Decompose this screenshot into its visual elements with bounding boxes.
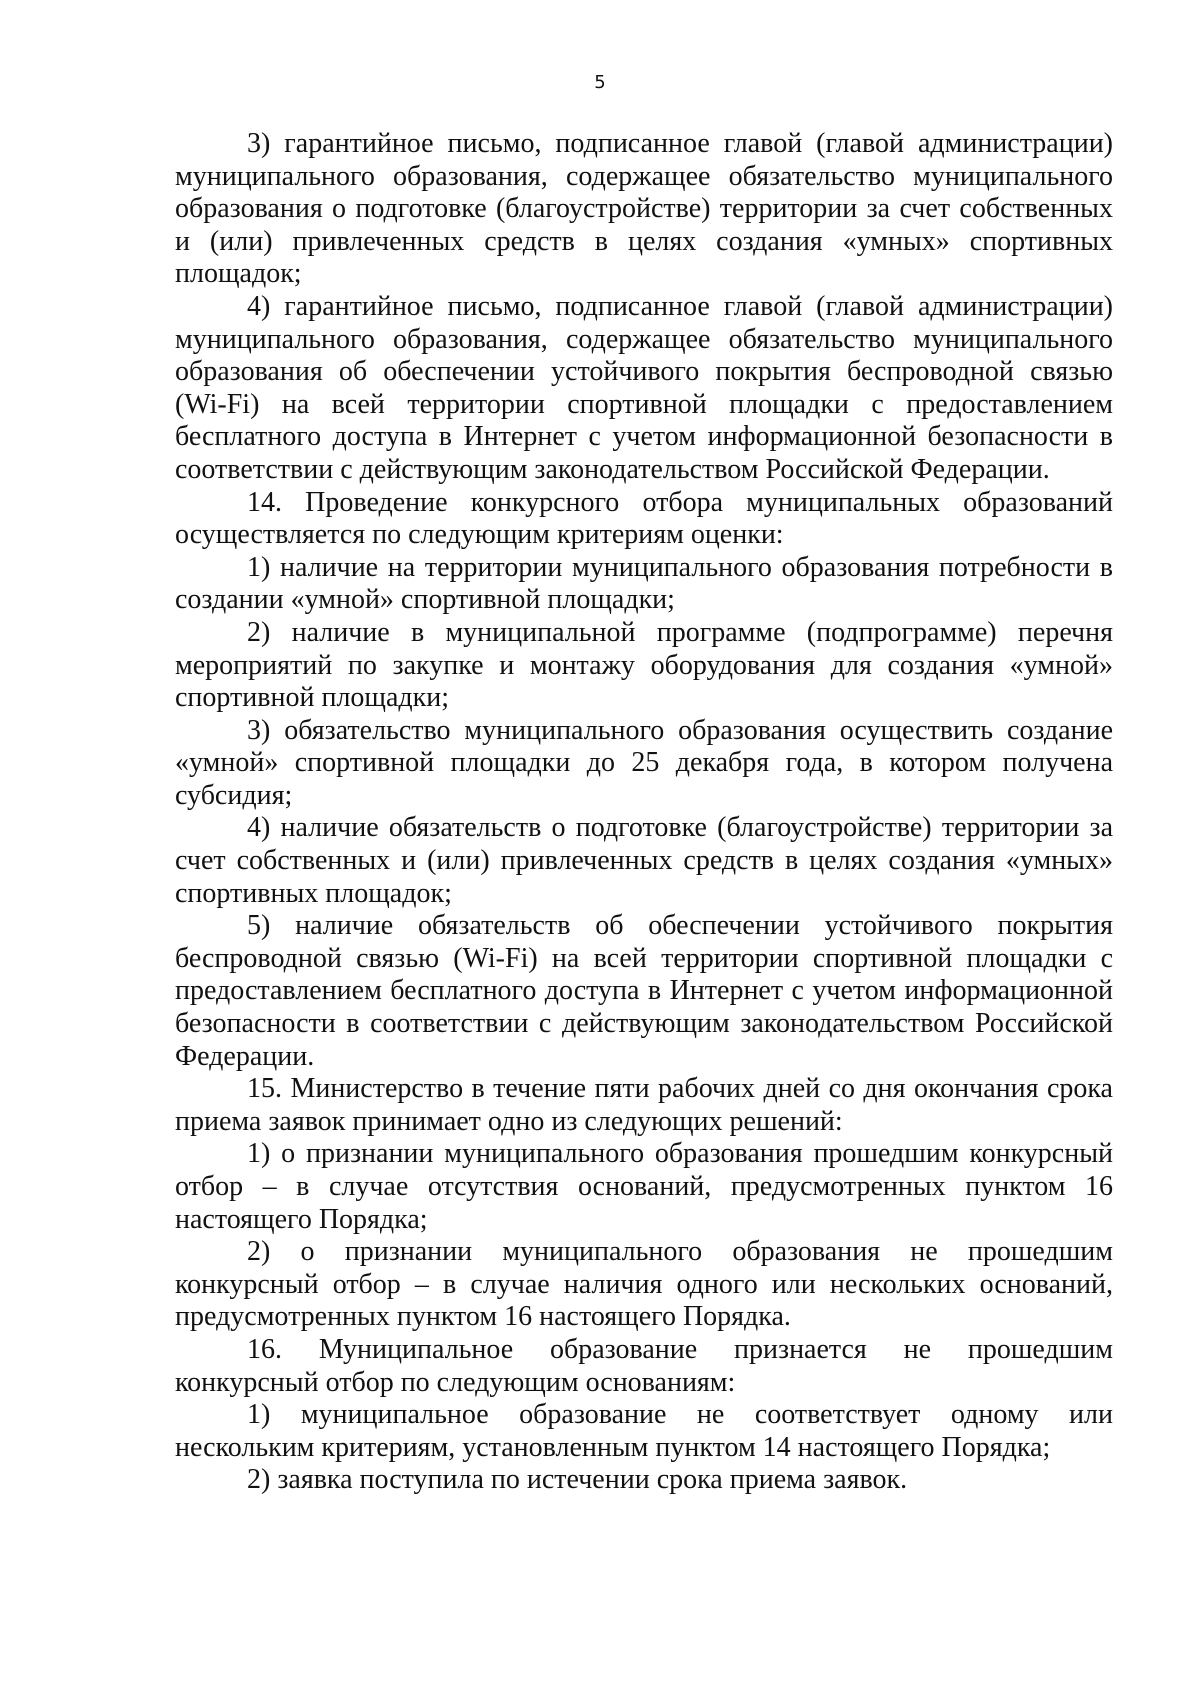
- paragraph-clause-14: 14. Проведение конкурсного отбора муниципальных образований осуществляется по следующим критериям оценки:: [175, 486, 1113, 551]
- page-number: 5: [594, 72, 606, 93]
- paragraph-decision-1: 1) о признании муниципального образования прошедшим конкурсный отбор – в случае отсутствия оснований, предусмотренных пунктом 16 настоящего Порядка;: [175, 1138, 1113, 1235]
- paragraph-criterion-5: 5) наличие обязательств об обеспечении устойчивого покрытия беспроводной связью (Wi-Fi) на всей территории спортивной площадки с предоставлением бесплатного доступа в Интернет с учетом информационной безопасности в соответствии с действующим законодательством Российской Федерации.: [175, 910, 1113, 1072]
- paragraph-criterion-1: 1) наличие на территории муниципального образования потребности в создании «умной» спортивной площадки;: [175, 551, 1113, 616]
- paragraph-criterion-3: 3) обязательство муниципального образования осуществить создание «умной» спортивной площадки до 25 декабря года, в котором получена субсидия;: [175, 714, 1113, 811]
- paragraph-ground-2: 2) заявка поступила по истечении срока приема заявок.: [247, 1464, 908, 1496]
- paragraph-decision-2: 2) о признании муниципального образования не прошедшим конкурсный отбор – в случае наличия одного или нескольких оснований, предусмотренных пунктом 16 настоящего Порядка.: [175, 1236, 1113, 1333]
- document-body: [175, 128, 1113, 1497]
- paragraph-clause-15: 15. Министерство в течение пяти рабочих дней со дня окончания срока приема заявок принимает одно из следующих решений:: [175, 1073, 1113, 1137]
- paragraph-criterion-2: 2) наличие в муниципальной программе (подпрограмме) перечня мероприятий по закупке и монтажу оборудования для создания «умной» спортивной площадки;: [175, 616, 1113, 714]
- paragraph-ground-1: 1) муниципальное образование не соответствует одному или нескольким критериям, установленным пунктом 14 настоящего Порядка;: [175, 1399, 1113, 1463]
- paragraph-clause-16: 16. Муниципальное образование признается не прошедшим конкурсный отбор по следующим основаниям:: [175, 1333, 1113, 1398]
- paragraph-criterion-4: 4) наличие обязательств о подготовке (благоустройстве) территории за счет собственных и (или) привлеченных средств в целях создания «умных» спортивных площадок;: [175, 812, 1113, 909]
- paragraph-item-4-guarantee-letter-wifi: 4) гарантийное письмо, подписанное главой (главой администрации) муниципального образования, содержащее обязательство муниципального образования об обеспечении устойчивого покрытия беспроводной связью (Wi-Fi) на всей территории спортивной площадки с предоставлением бесплатного доступа в Интернет с учетом информационной безопасности в соответствии с действующим законодательством Российской Федерации.: [175, 290, 1113, 485]
- paragraph-item-3-guarantee-letter-territory: 3) гарантийное письмо, подписанное главой (главой администрации) муниципального образования, содержащее обязательство муниципального образования о подготовке (благоустройстве) территории за счет собственных и (или) привлеченных средств в целях создания «умных» спортивных площадок;: [175, 128, 1113, 290]
